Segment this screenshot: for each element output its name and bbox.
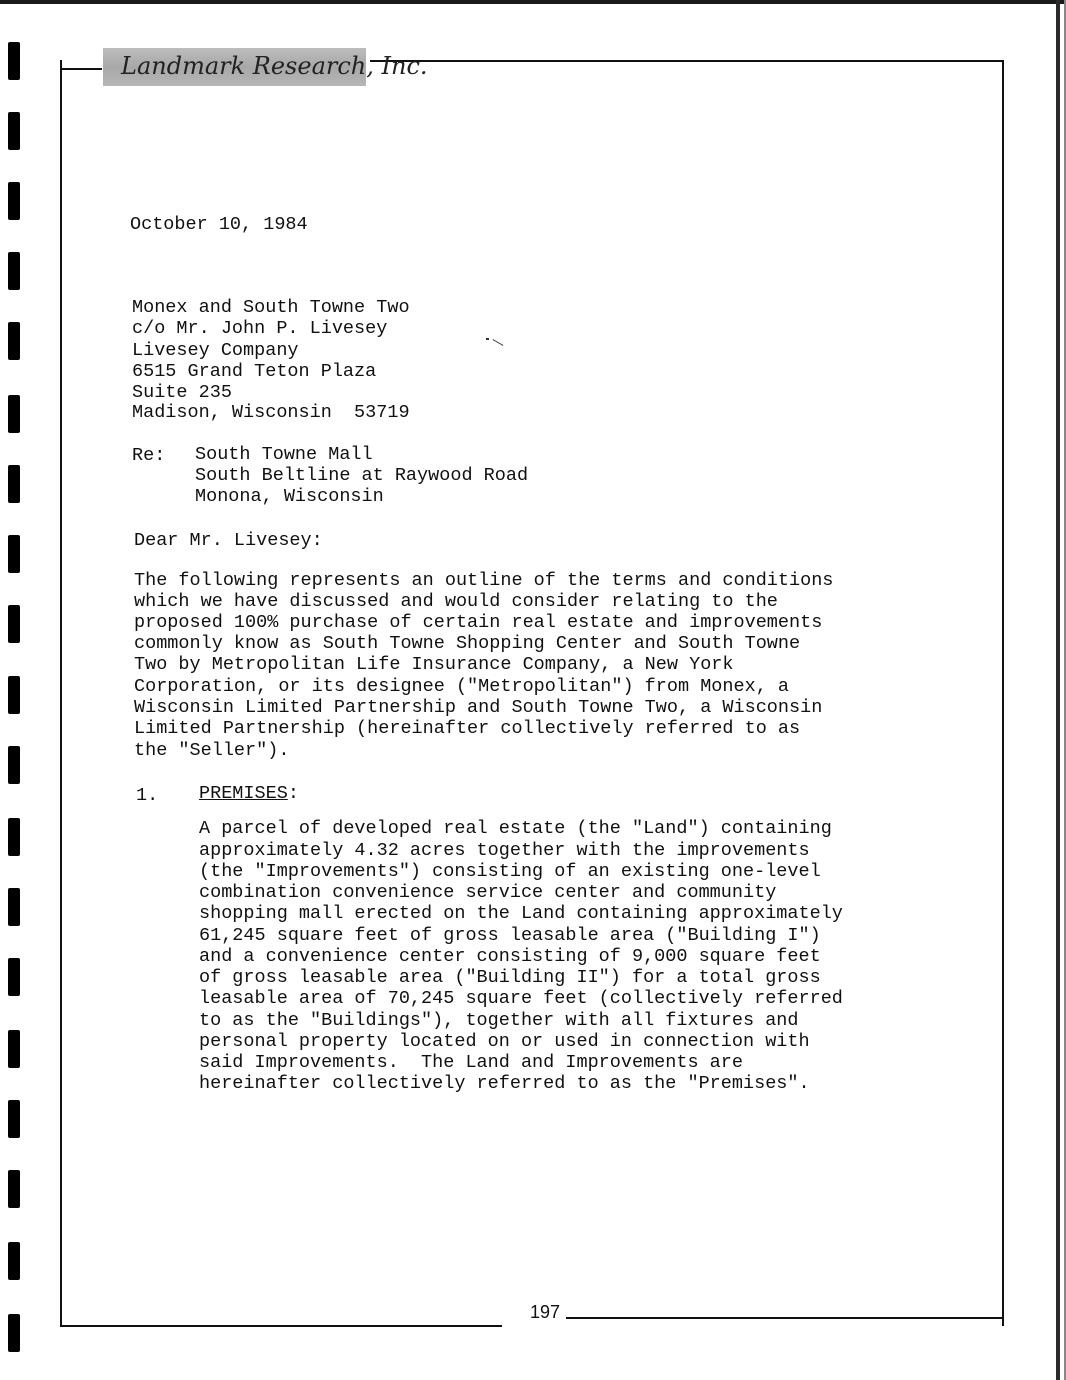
- paragraph-line: commonly know as South Towne Shopping Center and South Towne: [134, 633, 801, 654]
- paragraph-line: personal property located on or used in connection with: [199, 1031, 810, 1052]
- scan-speck: [486, 338, 489, 340]
- address-line: 6515 Grand Teton Plaza: [132, 361, 377, 382]
- scan-top-edge: [0, 0, 1066, 4]
- paragraph-line: Wisconsin Limited Partnership and South Towne Two, a Wisconsin: [134, 697, 823, 718]
- paragraph-line: Two by Metropolitan Life Insurance Company, a New York: [134, 654, 734, 675]
- binder-hole: [8, 746, 20, 784]
- section-heading-text: PREMISES: [199, 783, 288, 804]
- paragraph-line: Corporation, or its designee ("Metropolitan") from Monex, a: [134, 676, 790, 697]
- subject-label: Re:: [132, 445, 166, 466]
- paragraph-line: proposed 100% purchase of certain real estate and improvements: [134, 612, 823, 633]
- paragraph-line: The following represents an outline of the terms and conditions: [134, 570, 834, 591]
- salutation: Dear Mr. Livesey:: [134, 530, 323, 551]
- paragraph-line: of gross leasable area ("Building II") for a total gross: [199, 967, 821, 988]
- address-line: Madison, Wisconsin 53719: [132, 402, 410, 423]
- letter-date: October 10, 1984: [130, 214, 308, 235]
- letterhead-logo: [103, 48, 428, 86]
- paragraph-line: hereinafter collectively referred to as the "Premises".: [199, 1073, 810, 1094]
- binder-hole: [8, 322, 20, 360]
- binder-hole: [8, 958, 20, 996]
- binder-hole: [8, 112, 20, 150]
- binder-hole: [8, 1314, 20, 1352]
- frame-rule: [60, 68, 102, 70]
- paragraph-line: to as the "Buildings"), together with all fixtures and: [199, 1010, 799, 1031]
- paragraph-line: (the "Improvements") consisting of an existing one-level: [199, 861, 821, 882]
- binder-hole: [8, 42, 20, 80]
- address-line: Livesey Company: [132, 340, 299, 361]
- section-heading: [199, 783, 299, 804]
- binder-hole: [8, 1170, 20, 1208]
- paragraph-line: leasable area of 70,245 square feet (collectively referred: [199, 988, 843, 1009]
- binder-hole: [8, 1100, 20, 1138]
- binder-hole: [8, 818, 20, 856]
- section-heading-suffix: :: [287, 783, 299, 804]
- address-line: Suite 235: [132, 382, 232, 403]
- binder-hole: [8, 1030, 20, 1068]
- binder-hole: [8, 1242, 20, 1280]
- paragraph-line: approximately 4.32 acres together with the improvements: [199, 840, 810, 861]
- page-number: 197: [530, 1302, 561, 1322]
- binder-hole: [8, 535, 20, 573]
- subject-line: South Towne Mall: [195, 444, 373, 465]
- frame-rule: [566, 1317, 1002, 1319]
- section-number: 1.: [136, 785, 159, 806]
- binder-hole: [8, 252, 20, 290]
- subject-line: Monona, Wisconsin: [195, 486, 384, 507]
- address-line: Monex and South Towne Two: [132, 297, 410, 318]
- subject-line: South Beltline at Raywood Road: [195, 465, 529, 486]
- binder-hole: [8, 605, 20, 643]
- binder-hole: [8, 676, 20, 714]
- binder-hole: [8, 465, 20, 503]
- paragraph-line: 61,245 square feet of gross leasable area ("Building I"): [199, 925, 821, 946]
- paragraph-line: combination convenience service center and community: [199, 882, 777, 903]
- company-name: Landmark Research, Inc.: [121, 52, 428, 80]
- paragraph-line: which we have discussed and would consider relating to the: [134, 591, 778, 612]
- binder-hole: [8, 395, 20, 433]
- paragraph-line: said Improvements. The Land and Improvements are: [199, 1052, 743, 1073]
- binder-hole: [8, 888, 20, 926]
- frame-rule: [370, 60, 1002, 62]
- paragraph-line: Limited Partnership (hereinafter collectively referred to as: [134, 718, 801, 739]
- address-line: c/o Mr. John P. Livesey: [132, 318, 388, 339]
- scan-right-edge: [1056, 0, 1060, 1380]
- binder-hole: [8, 182, 20, 220]
- paragraph-line: the "Seller").: [134, 740, 290, 761]
- paragraph-line: A parcel of developed real estate (the "Land") containing: [199, 818, 832, 839]
- paragraph-line: and a convenience center consisting of 9,000 square feet: [199, 946, 821, 967]
- paragraph-line: shopping mall erected on the Land containing approximately: [199, 903, 843, 924]
- frame-rule: [60, 1325, 502, 1327]
